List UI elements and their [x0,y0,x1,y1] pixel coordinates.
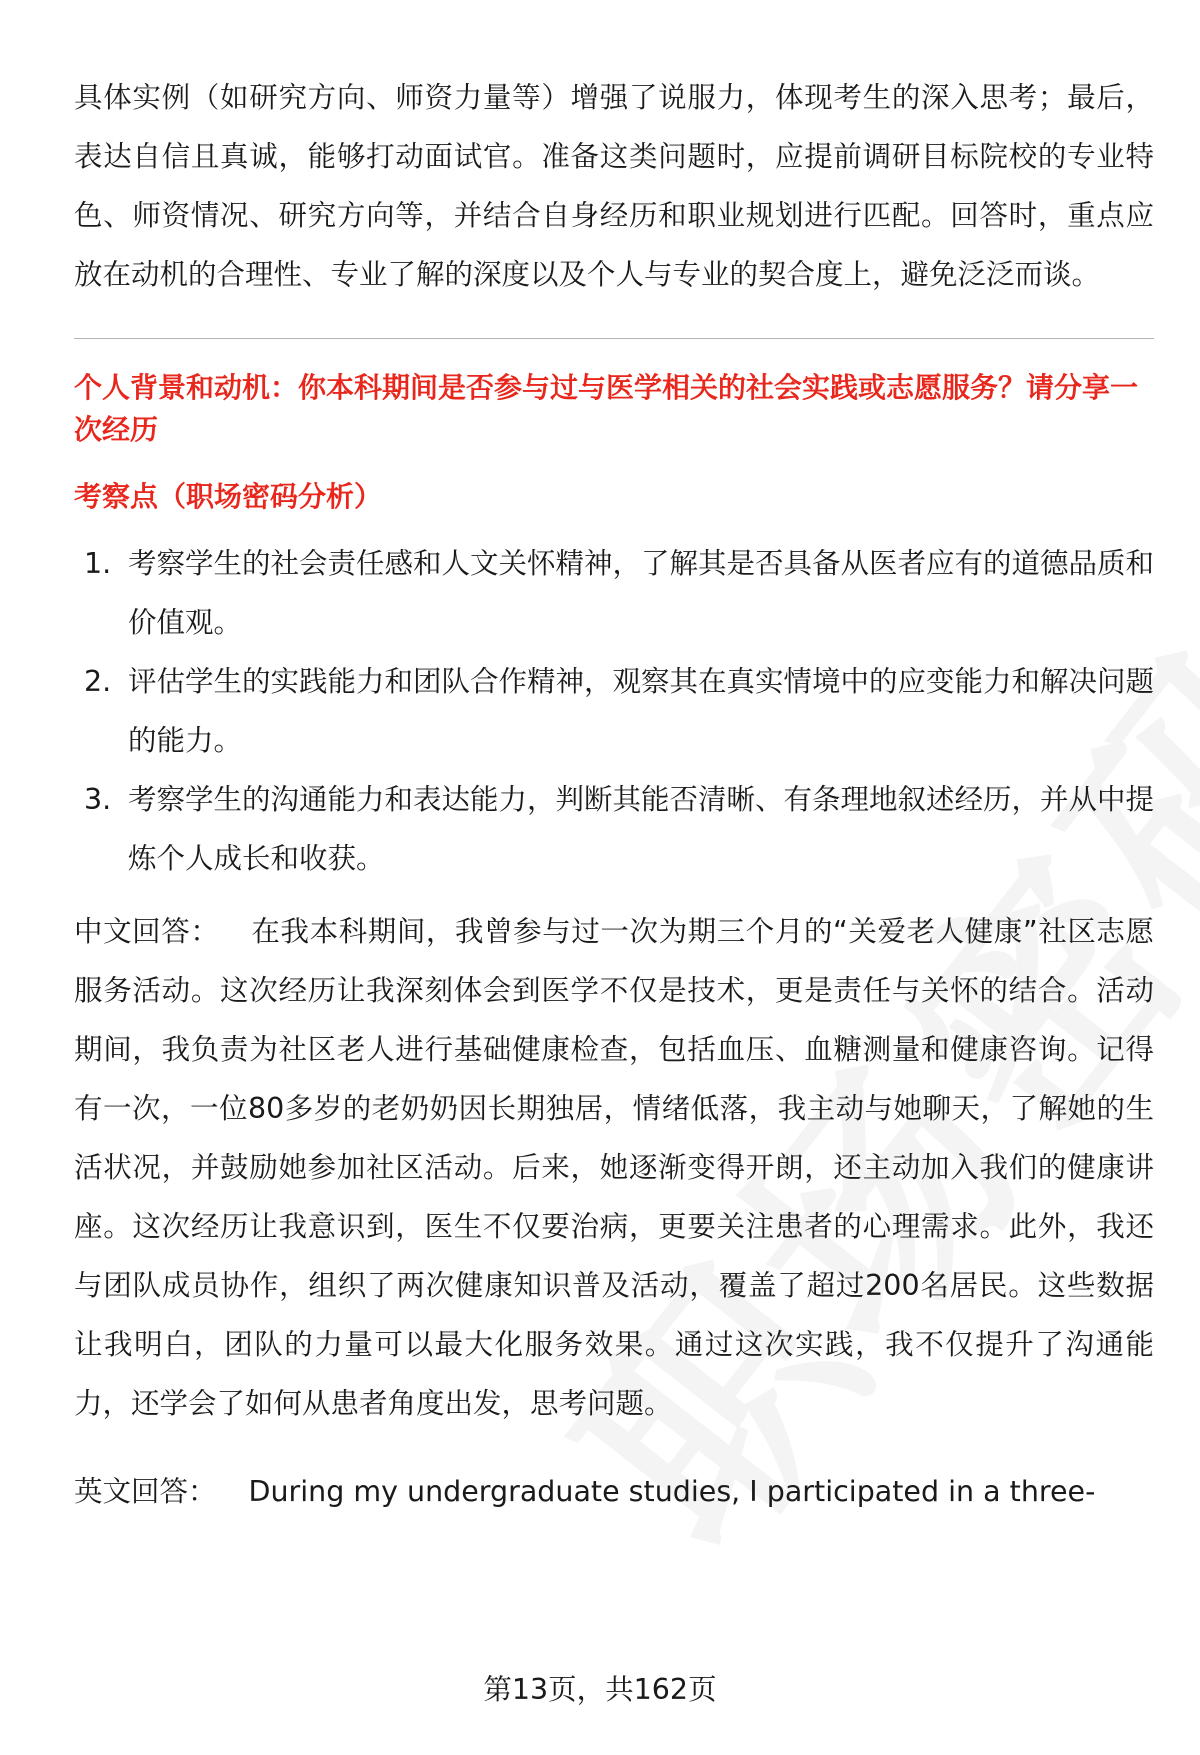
list-item-number: 3. [84,783,112,816]
question-title: 个人背景和动机：你本科期间是否参与过与医学相关的社会实践或志愿服务？请分享一次经历 [74,371,1139,446]
english-answer-text: During my undergraduate studies, I participated in a three- [248,1474,1096,1508]
assessment-points-list [74,534,1154,888]
page-content [74,68,1154,1549]
list-item-text: 考察学生的沟通能力和表达能力，判断其能否清晰、有条理地叙述经历，并从中提炼个人成长和收获。 [128,783,1155,875]
chinese-answer-label: 中文回答： [74,915,220,948]
list-item-number: 2. [84,665,112,698]
page-footer: 第13页，共162页 [483,1673,717,1706]
list-item [74,534,1154,652]
list-item-text: 考察学生的社会责任感和人文关怀精神，了解其是否具备从医者应有的道德品质和价值观。 [128,547,1155,639]
chinese-answer [74,902,1154,1433]
english-answer [74,1462,1154,1521]
section-divider [74,338,1154,339]
list-item [74,770,1154,888]
list-item-text: 评估学生的实践能力和团队合作精神，观察其在真实情境中的应变能力和解决问题的能力。 [128,665,1155,757]
points-heading: 考察点（职场密码分析） [74,480,383,513]
chinese-answer-text: 在我本科期间，我曾参与过一次为期三个月的“关爱老人健康”社区志愿服务活动。这次经历让我深刻体会到医学不仅是技术，更是责任与关怀的结合。活动期间，我负责为社区老人进行基础健康检查，包括血压、血糖测量和健康咨询。记得有一次，一位80多岁的老奶奶因长期独居，情绪低落，我主动与她聊天，了解她的生活状况，并鼓励她参加社区活动。后来，她逐渐变得开朗，还主动加入我们的健康讲座。这次经历让我意识到，医生不仅要治病，更要关注患者的心理需求。此外，我还与团队成员协作，组织了两次健康知识普及活动，覆盖了超过200名居民。这些数据让我明白，团队的力量可以最大化服务效果。通过这次实践，我不仅提升了沟通能力，还学会了如何从患者角度出发，思考问题。 [74,915,1154,1420]
list-item [74,652,1154,770]
list-item-number: 1. [84,547,112,580]
english-answer-label: 英文回答： [74,1474,217,1508]
intro-paragraph: 具体实例（如研究方向、师资力量等）增强了说服力，体现考生的深入思考；最后，表达自信且真诚，能够打动面试官。准备这类问题时，应提前调研目标院校的专业特色、师资情况、研究方向等，并结合自身经历和职业规划进行匹配。回答时，重点应放在动机的合理性、专业了解的深度以及个人与专业的契合度上，避免泛泛而谈。 [74,81,1154,291]
